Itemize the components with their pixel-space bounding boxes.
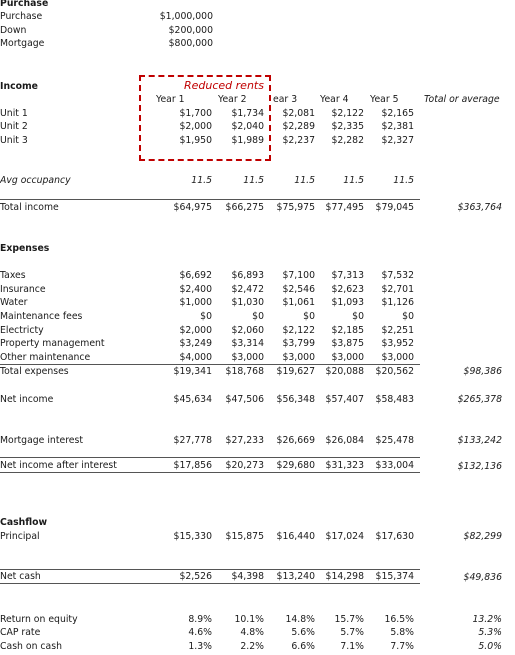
expense-label: Maintenance fees xyxy=(0,311,83,322)
cell: $2,000 xyxy=(179,121,212,132)
cell: $17,630 xyxy=(375,531,414,542)
cell: 11.5 xyxy=(393,175,414,186)
cell: $6,692 xyxy=(179,270,212,281)
divider xyxy=(0,569,420,570)
expense-label: Other maintenance xyxy=(0,352,91,363)
principal-total: $82,299 xyxy=(463,531,502,542)
return-label: CAP rate xyxy=(0,627,41,638)
cell: $1,000 xyxy=(179,297,212,308)
cell: 15.7% xyxy=(334,614,364,625)
cell: $7,313 xyxy=(331,270,364,281)
cell: 16.5% xyxy=(384,614,414,625)
cell: $64,975 xyxy=(173,202,212,213)
down-value: $200,000 xyxy=(168,25,213,36)
cell: $1,734 xyxy=(231,108,264,119)
purchase-label: Purchase xyxy=(0,11,43,22)
return-label: Return on equity xyxy=(0,614,78,625)
cell: 1.3% xyxy=(188,641,212,652)
cell: $57,407 xyxy=(325,394,364,405)
cell: $2,122 xyxy=(282,325,315,336)
divider xyxy=(0,457,420,458)
cell: $75,975 xyxy=(276,202,315,213)
cell: $3,875 xyxy=(331,338,364,349)
expenses-title: Expenses xyxy=(0,243,50,254)
cell: 11.5 xyxy=(294,175,315,186)
total-header: Total or average xyxy=(424,94,500,105)
cell: $2,381 xyxy=(381,121,414,132)
unit-1-label: Unit 1 xyxy=(0,108,28,119)
cell: $2,251 xyxy=(381,325,414,336)
cell: $17,024 xyxy=(325,531,364,542)
cell: 10.1% xyxy=(234,614,264,625)
net-cash-label: Net cash xyxy=(0,571,41,582)
cell: $47,506 xyxy=(225,394,264,405)
cell: $3,000 xyxy=(331,352,364,363)
cell: $4,398 xyxy=(231,571,264,582)
cell: 11.5 xyxy=(191,175,212,186)
cell: $2,472 xyxy=(231,284,264,295)
cell: $66,275 xyxy=(225,202,264,213)
divider xyxy=(0,472,420,473)
expense-label: Property management xyxy=(0,338,105,349)
cell: $3,249 xyxy=(179,338,212,349)
cell: $0 xyxy=(402,311,414,322)
cell: 7.7% xyxy=(390,641,414,652)
expense-label: Electricty xyxy=(0,325,44,336)
cell: 4.8% xyxy=(240,627,264,638)
return-total: 5.0% xyxy=(478,641,502,652)
net-income-total: $265,378 xyxy=(457,394,502,405)
cell: $45,634 xyxy=(173,394,212,405)
cell: $3,314 xyxy=(231,338,264,349)
reduced-rents-label: Reduced rents xyxy=(184,79,264,92)
cell: $19,341 xyxy=(173,366,212,377)
cell: $2,327 xyxy=(381,135,414,146)
cell: $2,000 xyxy=(179,325,212,336)
net-after-interest-total: $132,136 xyxy=(457,461,502,472)
year-1-header: Year 1 xyxy=(156,94,185,105)
cell: $20,562 xyxy=(375,366,414,377)
cell: $4,000 xyxy=(179,352,212,363)
cell: $25,478 xyxy=(375,435,414,446)
cell: $3,952 xyxy=(381,338,414,349)
cell: 5.7% xyxy=(340,627,364,638)
cell: 11.5 xyxy=(343,175,364,186)
cell: $0 xyxy=(200,311,212,322)
cell: $6,893 xyxy=(231,270,264,281)
expense-label: Taxes xyxy=(0,270,26,281)
cell: $31,323 xyxy=(325,460,364,471)
cell: $3,799 xyxy=(282,338,315,349)
total-income-label: Total income xyxy=(0,202,59,213)
mortgage-interest-label: Mortgage interest xyxy=(0,435,84,446)
cell: $2,546 xyxy=(282,284,315,295)
cell: $2,122 xyxy=(331,108,364,119)
divider xyxy=(0,199,420,200)
net-after-interest-label: Net income after interest xyxy=(0,460,117,471)
cell: $2,040 xyxy=(231,121,264,132)
cell: $20,088 xyxy=(325,366,364,377)
cell: $7,532 xyxy=(381,270,414,281)
cell: $2,060 xyxy=(231,325,264,336)
year-4-header: Year 4 xyxy=(320,94,349,105)
purchase-value: $1,000,000 xyxy=(159,11,213,22)
cell: $33,004 xyxy=(375,460,414,471)
cell: $16,440 xyxy=(276,531,315,542)
cell: $2,289 xyxy=(282,121,315,132)
net-income-label: Net income xyxy=(0,394,54,405)
cell: $58,483 xyxy=(375,394,414,405)
cell: $77,495 xyxy=(325,202,364,213)
cell: $1,126 xyxy=(381,297,414,308)
cell: $15,875 xyxy=(225,531,264,542)
expense-label: Insurance xyxy=(0,284,46,295)
total-expenses-total: $98,386 xyxy=(463,366,502,377)
divider xyxy=(0,364,420,365)
divider xyxy=(0,583,420,584)
cell: $26,669 xyxy=(276,435,315,446)
cell: $2,526 xyxy=(179,571,212,582)
cell: $7,100 xyxy=(282,270,315,281)
expense-label: Water xyxy=(0,297,28,308)
cell: 7.1% xyxy=(340,641,364,652)
cell: $1,700 xyxy=(179,108,212,119)
cell: $3,000 xyxy=(381,352,414,363)
year-2-header: Year 2 xyxy=(218,94,247,105)
cell: $2,237 xyxy=(282,135,315,146)
year-3-header: ear 3 xyxy=(273,94,298,105)
cell: $14,298 xyxy=(325,571,364,582)
cell: $1,061 xyxy=(282,297,315,308)
return-total: 5.3% xyxy=(478,627,502,638)
cell: $29,680 xyxy=(276,460,315,471)
year-5-header: Year 5 xyxy=(370,94,399,105)
cell: 4.6% xyxy=(188,627,212,638)
occupancy-label: Avg occupancy xyxy=(0,175,71,186)
cell: $15,374 xyxy=(375,571,414,582)
cell: $1,989 xyxy=(231,135,264,146)
mortgage-interest-total: $133,242 xyxy=(457,435,502,446)
net-cash-total: $49,836 xyxy=(463,572,502,583)
cell: $0 xyxy=(252,311,264,322)
cashflow-title: Cashflow xyxy=(0,517,48,528)
cell: $1,030 xyxy=(231,297,264,308)
cell: $13,240 xyxy=(276,571,315,582)
principal-label: Principal xyxy=(0,531,40,542)
cell: 2.2% xyxy=(240,641,264,652)
cell: $27,233 xyxy=(225,435,264,446)
total-income-total: $363,764 xyxy=(457,202,502,213)
cell: $26,084 xyxy=(325,435,364,446)
unit-2-label: Unit 2 xyxy=(0,121,28,132)
cell: $2,282 xyxy=(331,135,364,146)
purchase-title: Purchase xyxy=(0,0,49,9)
income-title: Income xyxy=(0,81,38,92)
cell: $56,348 xyxy=(276,394,315,405)
total-expenses-label: Total expenses xyxy=(0,366,69,377)
cell: $0 xyxy=(303,311,315,322)
cell: 14.8% xyxy=(285,614,315,625)
cell: $19,627 xyxy=(276,366,315,377)
mortgage-value: $800,000 xyxy=(168,38,213,49)
cell: $2,081 xyxy=(282,108,315,119)
cell: 6.6% xyxy=(291,641,315,652)
cell: $2,400 xyxy=(179,284,212,295)
cell: $2,335 xyxy=(331,121,364,132)
cell: 11.5 xyxy=(243,175,264,186)
cell: 5.8% xyxy=(390,627,414,638)
cell: $20,273 xyxy=(225,460,264,471)
mortgage-label: Mortgage xyxy=(0,38,45,49)
cell: $3,000 xyxy=(282,352,315,363)
cell: $27,778 xyxy=(173,435,212,446)
unit-3-label: Unit 3 xyxy=(0,135,28,146)
return-total: 13.2% xyxy=(472,614,502,625)
cell: $79,045 xyxy=(375,202,414,213)
cell: $2,185 xyxy=(331,325,364,336)
cell: 5.6% xyxy=(291,627,315,638)
cell: $2,623 xyxy=(331,284,364,295)
cell: $2,701 xyxy=(381,284,414,295)
cell: 8.9% xyxy=(188,614,212,625)
cell: $17,856 xyxy=(173,460,212,471)
cell: $0 xyxy=(352,311,364,322)
return-label: Cash on cash xyxy=(0,641,62,652)
cell: $15,330 xyxy=(173,531,212,542)
cell: $1,093 xyxy=(331,297,364,308)
cell: $1,950 xyxy=(179,135,212,146)
cell: $2,165 xyxy=(381,108,414,119)
down-label: Down xyxy=(0,25,27,36)
cell: $18,768 xyxy=(225,366,264,377)
cell: $3,000 xyxy=(231,352,264,363)
